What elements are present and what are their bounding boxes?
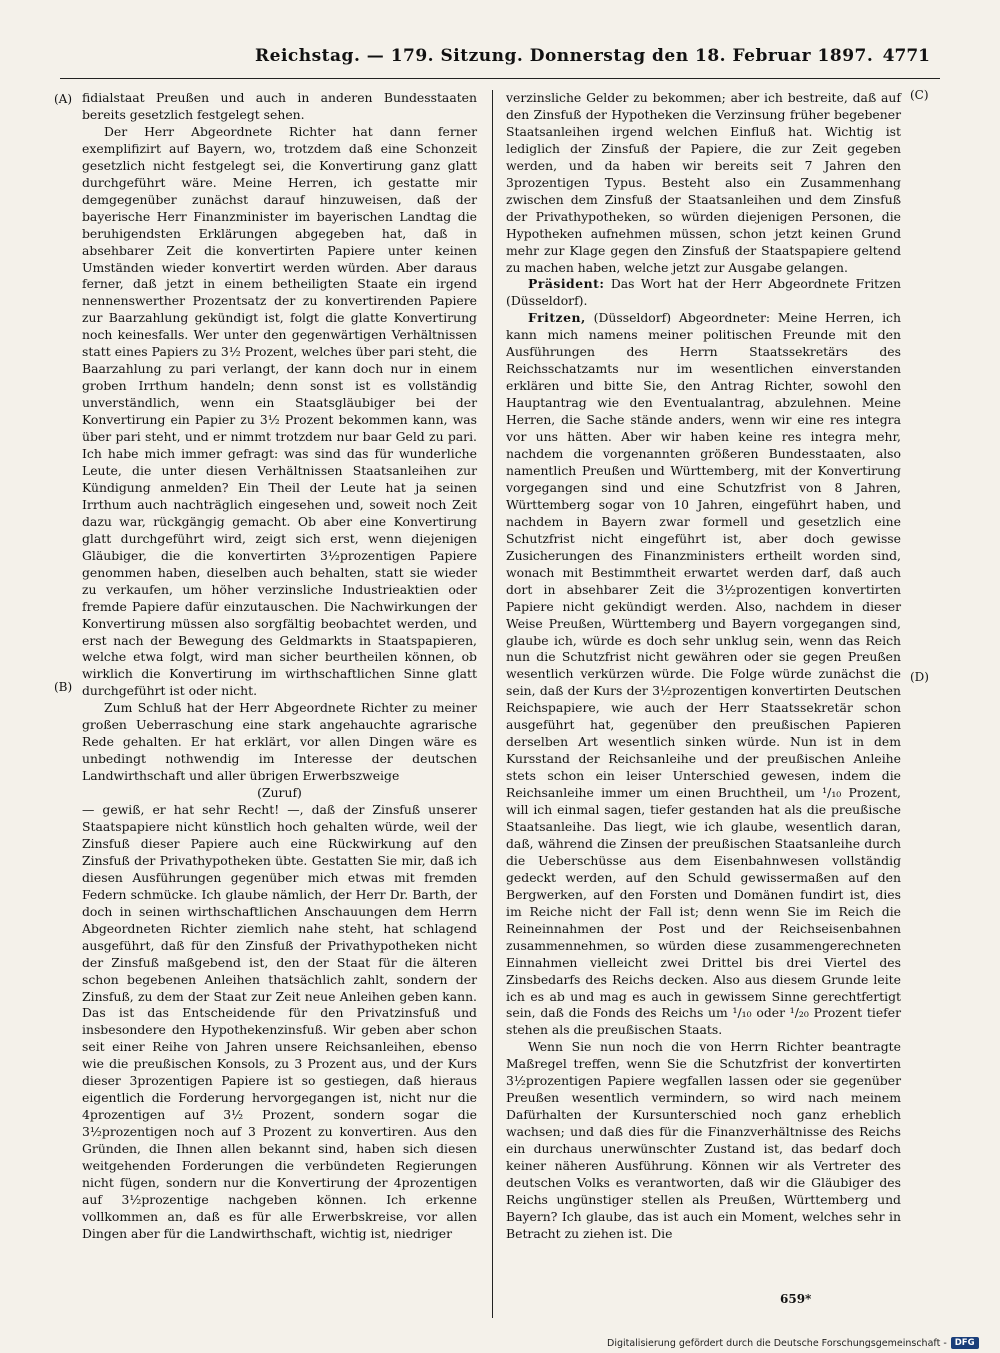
speaker-name: Fritzen,	[528, 310, 586, 326]
margin-mark-a: (A)	[54, 92, 73, 106]
paragraph	[82, 124, 477, 700]
column-divider	[492, 90, 493, 1318]
margin-mark-c: (C)	[910, 88, 929, 102]
page-header	[60, 38, 940, 79]
paragraph-text: (Düsseldorf) Abgeordneter: Meine Herren, ich kann mich namens meiner politischen Freunde mit den Ausführungen des Herrn Staatssekretärs des Reichsschatzamts nur im wesentlichen einverstanden erklären und bitte Sie, den Antrag Richter, sowohl den Hauptantrag wie den Eventualantrag, abzulehnen. Meine Herren, die Sache stände anders, wenn wir eine res integra vor uns hätten. Aber wir haben keine res integra mehr, nachdem die vorgenannten größeren Bundesstaaten, also namentlich Preußen und Württemberg, mit der Konvertirung vorgegangen sind und eine Schutzfrist von 8 Jahren, Württemberg sogar von 10 Jahren, eingeführt haben, und nachdem in Bayern zwar formell und gesetzlich eine Schutzfrist nicht eingeführt ist, aber doch gewisse Zusicherungen des Finanzministers ertheilt worden sind, wonach mit Bestimmtheit erwartet werden darf, daß auch dort in absehbarer Zeit die 3½prozentigen konvertirten Papiere nicht gekündigt werden. Also, nachdem in dieser Weise Preußen, Württemberg und Bayern vorgegangen sind, glaube ich, würde es doch sehr unklug sein, wenn das Reich nun die Schutzfrist nicht gewähren oder sie gegen Preußen wesentlich verkürzen würde. Die Folge würde zunächst die sein, daß der Kurs der 3½prozentigen konvertirten Deutschen Reichspapiere, wie auch der Herr Staatssekretär schon ausgeführt hat, gegenüber den preußischen Papieren derselben Art wesentlich sinken würde. Nun ist in dem Kursstand der Reichsanleihe und der preußischen Anleihe stets schon ein leiser Unterschied gewesen, indem die Reichsanleihe immer um einen Bruchtheil, um ¹/₁₀ Prozent, will ich einmal sagen, tiefer gestanden hat als die preußische Staatsanleihe. Das liegt, wie ich glaube, wesentlich daran, daß, während die Zinsen der preußischen Staatsanleihe durch die Ueberschüsse aus dem Eisenbahnwesen vollständig gedeckt werden, auf den Schuld gewissermaßen auf den Bergwerken, auf den Forsten und Domänen fundirt ist, dies im Reiche nicht der Fall ist; denn wenn Sie im Reich die Reineinnahmen der Post und der Reichseisenbahnen zusammennehmen, so würden diese zusammengerechneten Einnahmen vielleicht zwei Drittel bis drei Viertel des Zinsbedarfs des Reichs decken. Also aus diesem Grunde leite ich es ab und mag es auch in gewissem Sinne gerechtfertigt sein, daß die Fonds des Reichs um ¹/₁₀ oder ¹/₂₀ Prozent tiefer stehen als die preußischen Staats.	[506, 310, 901, 1038]
dfg-logo: DFG	[951, 1337, 979, 1349]
footer-text: Digitalisierung gefördert durch die Deutsche Forschungsgemeinschaft -	[607, 1337, 947, 1349]
paragraph	[506, 310, 901, 1039]
paragraph-text: fidialstaat Preußen und auch in anderen Bundesstaaten bereits gesetzlich festgelegt sehen.	[82, 90, 477, 122]
paragraph	[506, 1039, 901, 1242]
paragraph-text: verzinsliche Gelder zu bekommen; aber ich bestreite, daß auf den Zinsfuß der Hypotheken die Verzinsung früher begebener Staatsanleihen irgend welchen Einfluß hat. Wichtig ist lediglich der Zinsfuß der Papiere, die zur Zeit gegeben werden, und da haben wir bereits seit 7 Jahren den 3prozentigen Typus. Besteht also ein Zusammenhang zwischen dem Zinsfuß der Staatsanleihen und dem Zinsfuß der Privathypotheken, so würden diejenigen Personen, die Hypotheken aufnehmen müssen, schon jetzt keinen Grund mehr zur Klage gegen den Zinsfuß der Staatspapiere geltend zu machen haben, welche jetzt zur Ausgabe gelangen.	[506, 90, 901, 275]
left-text-column	[82, 90, 477, 1243]
paragraph	[506, 276, 901, 310]
speaker-name: Präsident:	[528, 276, 605, 292]
paragraph-text: (Zuruf)	[257, 785, 302, 801]
paragraph-text: Das Wort hat der Herr Abgeordnete Fritzen (Düsseldorf).	[506, 276, 901, 309]
paragraph-text: Zum Schluß hat der Herr Abgeordnete Richter zu meiner großen Ueberraschung eine stark angehauchte agrarische Rede gehalten. Er hat erklärt, vor allen Dingen wäre es unbedingt nothwendig im Interesse der deutschen Landwirthschaft und aller übrigen Erwerbszweige	[82, 700, 477, 784]
signature-mark: 659*	[780, 1292, 812, 1306]
page-number: 4771	[882, 46, 930, 66]
right-text-column	[506, 90, 901, 1243]
paragraph-text: Der Herr Abgeordnete Richter hat dann ferner exemplifizirt auf Bayern, wo, trotzdem daß eine Schonzeit gesetzlich nicht festgelegt sei, die Konvertirung ganz glatt durchgeführt wäre. Meine Herren, ich gestatte mir demgegenüber zunächst darauf hinzuweisen, daß der bayerische Herr Finanzminister im bayerischen Landtag die beruhigendsten Erklärungen abgegeben hat, daß in absehbarer Zeit die konvertirten Papiere unter keinen Umständen wieder konvertirt werden würden. Aber daraus ferner, daß jetzt in einem betheiligten Staate ein irgend nennenswerther Prozentsatz der zu konvertirenden Papiere zur Baarzahlung gekündigt ist, folgt die glatte Konvertirung noch keinesfalls. Wer unter den gegenwärtigen Verhältnissen statt eines Papiers zu 3½ Prozent, welches über pari steht, die Baarzahlung zu pari verlangt, der kann doch nur in einem groben Irrthum handeln; denn sonst ist es vollständig unverständlich, wenn ein Staatsgläubiger bei der Konvertirung ein Papier zu 3½ Prozent bekommen kann, was über pari steht, und er nimmt trotzdem nur baar Geld zu pari. Ich habe mich immer gefragt: was sind das für wunderliche Leute, die unter diesen Verhältnissen Staatsanleihen zur Kündigung anmelden? Ein Theil der Leute hat ja seinen Irrthum auch nachträglich eingesehen und, soweit noch Zeit dazu war, rückgängig gemacht. Ob aber eine Konvertirung glatt durchgeführt wird, zeigt sich erst, wenn diejenigen Gläubiger, die die konvertirten 3½prozentigen Papiere genommen haben, dieselben auch behalten, statt sie wieder zu verkaufen, um höher verzinsliche Industrieaktien oder fremde Papiere dafür einzutauschen. Die Nachwirkungen der Konvertirung müssen also sorgfältig beobachtet werden, und erst nach der Bewegung des Geldmarkts in Staatspapieren, welche etwa folgt, wird man sicher beurtheilen können, ob wirklich die Konvertirung im wirthschaftlichen Sinne glatt durchgeführt ist oder nicht.	[82, 123, 477, 699]
paragraph	[82, 90, 477, 124]
paragraph-text: Wenn Sie nun noch die von Herrn Richter beantragte Maßregel treffen, wenn Sie die Schutzfrist der konvertirten 3½prozentigen Papiere wegfallen lassen oder sie gegenüber Preußen wesentlich vermindern, so wird nach meinem Dafürhalten der Kursunterschied noch ganz erheblich wachsen; und daß dies für die Finanzverhältnisse des Reichs ein durchaus unerwünschter Zustand ist, das bedarf doch keiner näheren Ausführung. Können wir als Vertreter des deutschen Volks es verantworten, daß wir die Gläubiger des Reichs ungünstiger stellen als Preußen, Württemberg und Bayern? Ich glaube, das ist auch ein Moment, welches sehr in Betracht zu ziehen ist. Die	[506, 1039, 901, 1241]
margin-mark-b: (B)	[54, 680, 73, 694]
paragraph	[82, 785, 477, 802]
footer	[607, 1336, 979, 1350]
paragraph	[82, 802, 477, 1243]
page-title: Reichstag. — 179. Sitzung. Donnerstag den 18. Februar 1897.	[255, 46, 874, 66]
paragraph	[506, 90, 901, 276]
margin-mark-d: (D)	[910, 670, 929, 684]
paragraph	[82, 700, 477, 785]
paragraph-text: — gewiß, er hat sehr Recht! —, daß der Zinsfuß unserer Staatspapiere nicht künstlich hoch gehalten würde, weil der Zinsfuß dieser Papiere auch eine Rückwirkung auf den Zinsfuß der Privathypotheken übte. Gestatten Sie mir, daß ich diesen Ausführungen gegenüber mich etwas mit fremden Federn schmücke. Ich glaube nämlich, der Herr Dr. Barth, der doch in seinen wirthschaftlichen Anschauungen dem Herrn Abgeordneten Richter ziemlich nahe steht, hat schlagend ausgeführt, daß für den Zinsfuß der Privathypotheken nicht der Zinsfuß maßgebend ist, den der Staat für die älteren schon begebenen Anleihen thatsächlich zahlt, sondern der Zinsfuß, zu dem der Staat zur Zeit neue Anleihen geben kann. Das ist das Entscheidende für den Privatzinsfuß und insbesondere den Hypothekenzinsfuß. Wir geben aber schon seit einer Reihe von Jahren unsere Reichsanleihen, ebenso wie die preußischen Konsols, zu 3 Prozent aus, und der Kurs dieser 3prozentigen Papiere ist so gestiegen, daß hieraus eigentlich die Forderung hervorgegangen ist, nicht nur die 4prozentigen auf 3½ Prozent, sondern sogar die 3½prozentigen noch auf 3 Prozent zu konvertiren. Aus den Gründen, die Ihnen allen bekannt sind, haben sich diesen weitgehenden Forderungen die verbündeten Regierungen nicht fügen, sondern nur die Konvertirung der 4prozentigen auf 3½prozentige nachgeben können. Ich erkenne vollkommen an, daß es für alle Erwerbskreise, vor allen Dingen aber für die Landwirthschaft, wichtig ist, niedriger	[82, 802, 477, 1241]
